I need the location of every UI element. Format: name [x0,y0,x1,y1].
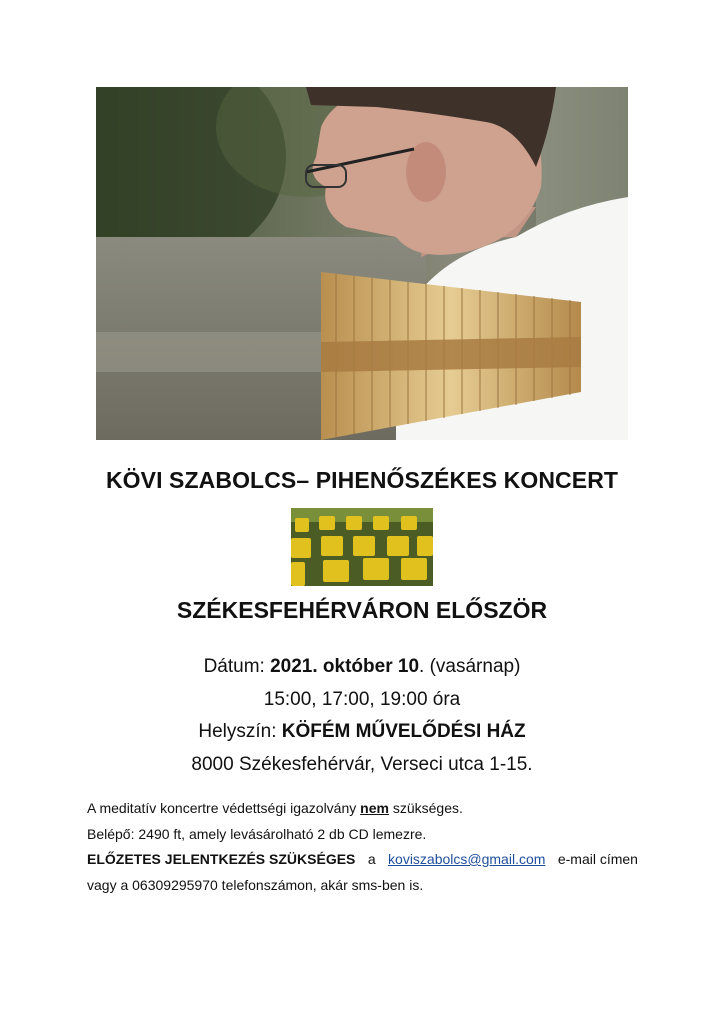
date-label: Dátum: [203,656,265,677]
event-venue [0,721,724,743]
email-link[interactable]: koviszabolcs@gmail.com [388,851,546,867]
performer-photo [96,87,628,440]
registration-a: a [367,851,376,867]
concert-title: KÖVI SZABOLCS– PIHENŐSZÉKES KONCERT [105,467,619,493]
note-ticket: Belépő: 2490 ft, amely levásárolható 2 db CD lemezre. [87,826,427,842]
concert-subtitle: SZÉKESFEHÉRVÁRON ELŐSZÖR [176,597,548,623]
event-times: 15:00, 17:00, 19:00 óra [263,689,461,710]
date-value: 2021. október 10 [270,656,420,677]
chairs-photo [291,508,433,586]
registration-required: ELŐZETES JELENTKEZÉS SZÜKSÉGES [87,851,356,867]
note-certificate [87,800,463,816]
registration-email-suffix: e-mail címen [557,851,638,867]
note-registration [87,851,638,867]
event-date [0,656,724,678]
note-phone: vagy a 06309295970 telefonszámon, akár sms-ben is. [87,877,424,893]
note-certificate-emphasis: nem [360,800,389,816]
venue-value: KÖFÉM MŰVELŐDÉSI HÁZ [281,721,526,742]
event-address: 8000 Székesfehérvár, Verseci utca 1-15. [191,754,533,775]
note-certificate-text: A meditatív koncertre védettségi igazolvány [87,800,357,816]
date-suffix: . (vasárnap) [419,656,521,677]
note-certificate-end: szükséges. [392,800,463,816]
venue-label: Helyszín: [198,721,277,742]
